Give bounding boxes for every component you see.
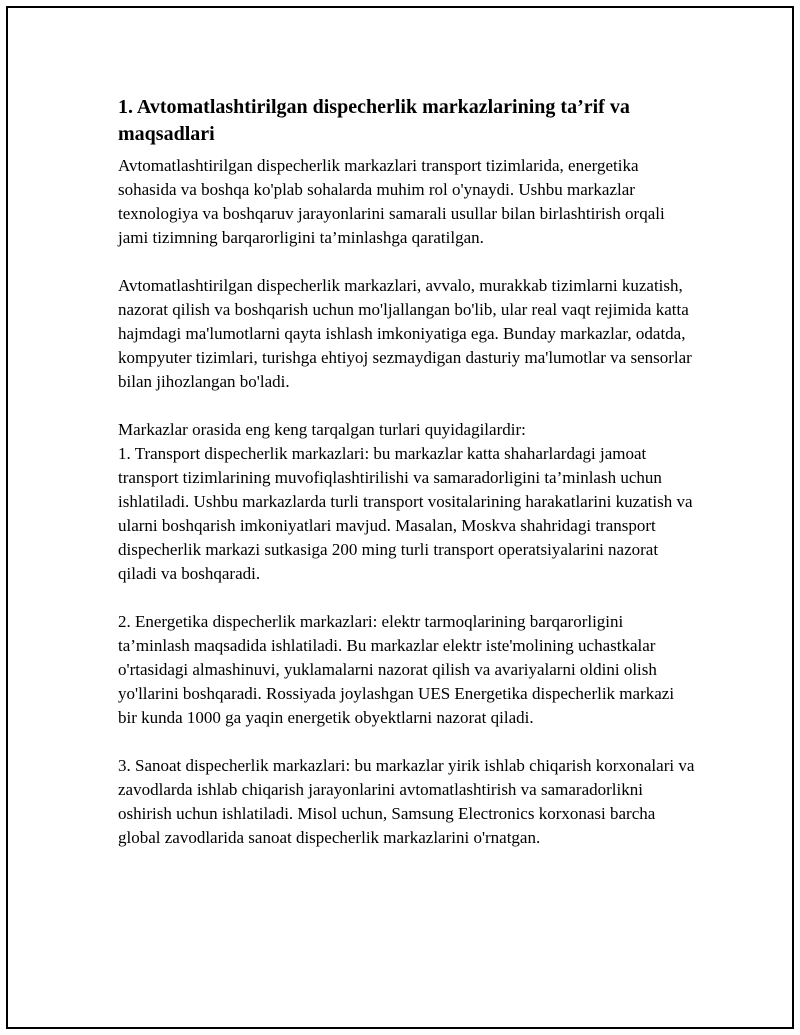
paragraph-purpose: Avtomatlashtirilgan dispecherlik markazlari, avvalo, murakkab tizimlarni kuzatish, nazorat qilish va boshqarish uchun mo'ljallangan bo'lib, ular real vaqt rejimida katta hajmdagi ma'lumotlarni qayta ishlash imkoniyatiga ega. Bunday markazlar, odatda, kompyuter tizimlari, turishga ehtiyoj sezmaydigan dasturiy ma'lumotlar va sensorlar bilan jihozlangan bo'ladi.: [118, 276, 692, 391]
list-item-industry: 3. Sanoat dispecherlik markazlari: bu markazlar yirik ishlab chiqarish korxonalari va zavodlarda ishlab chiqarish jarayonlarini avtomatlashtirish va samaradorlikni oshirish uchun ishlatiladi. Misol uchun, Samsung Electronics korxonasi barcha global zavodlarida sanoat dispecherlik markazlarini o'rnatgan.: [118, 756, 695, 847]
list-item-energy: 2. Energetika dispecherlik markazlari: elektr tarmoqlarining barqarorligini ta’minlash maqsadida ishlatiladi. Bu markazlar elektr iste'molining uchastkalar o'rtasidagi almashinuvi, yuklamalarni nazorat qilish va avariyalarni oldini olish yo'llarini boshqaradi. Rossiyada joylashgan UES Energetika dispecherlik markazi bir kunda 1000 ga yaqin energetik obyektlarni nazorat qiladi.: [118, 612, 675, 727]
list-item-transport: 1. Transport dispecherlik markazlari: bu markazlar katta shaharlardagi jamoat transport tizimlarining muvofiqlashtirilishi va samaradorligini ta’minlash uchun ishlatiladi. Ushbu markazlarda turli transport vositalarining harakatlarini kuzatish va ularni boshqarish imkoniyatlari mavjud. Masalan, Moskva shahridagi transport dispecherlik markazi sutkasiga 200 ming turli transport operatsiyalarini nazorat qiladi va boshqaradi.: [118, 444, 693, 583]
paragraph-intro: Avtomatlashtirilgan dispecherlik markazlari transport tizimlarida, energetika sohasida va boshqa ko'plab sohalarda muhim rol o'ynaydi. Ushbu markazlar texnologiya va boshqaruv jarayonlarini samarali usullar bilan birlashtirish orqali jami tizimning barqarorligini ta’minlashga qaratilgan.: [118, 156, 665, 247]
section-heading: 1. Avtomatlashtirilgan dispecherlik markazlarining ta’rif va maqsadlari: [118, 96, 630, 145]
paragraph-types-intro: Markazlar orasida eng keng tarqalgan turlari quyidagilardir:: [118, 420, 526, 439]
document-body: [118, 94, 696, 874]
